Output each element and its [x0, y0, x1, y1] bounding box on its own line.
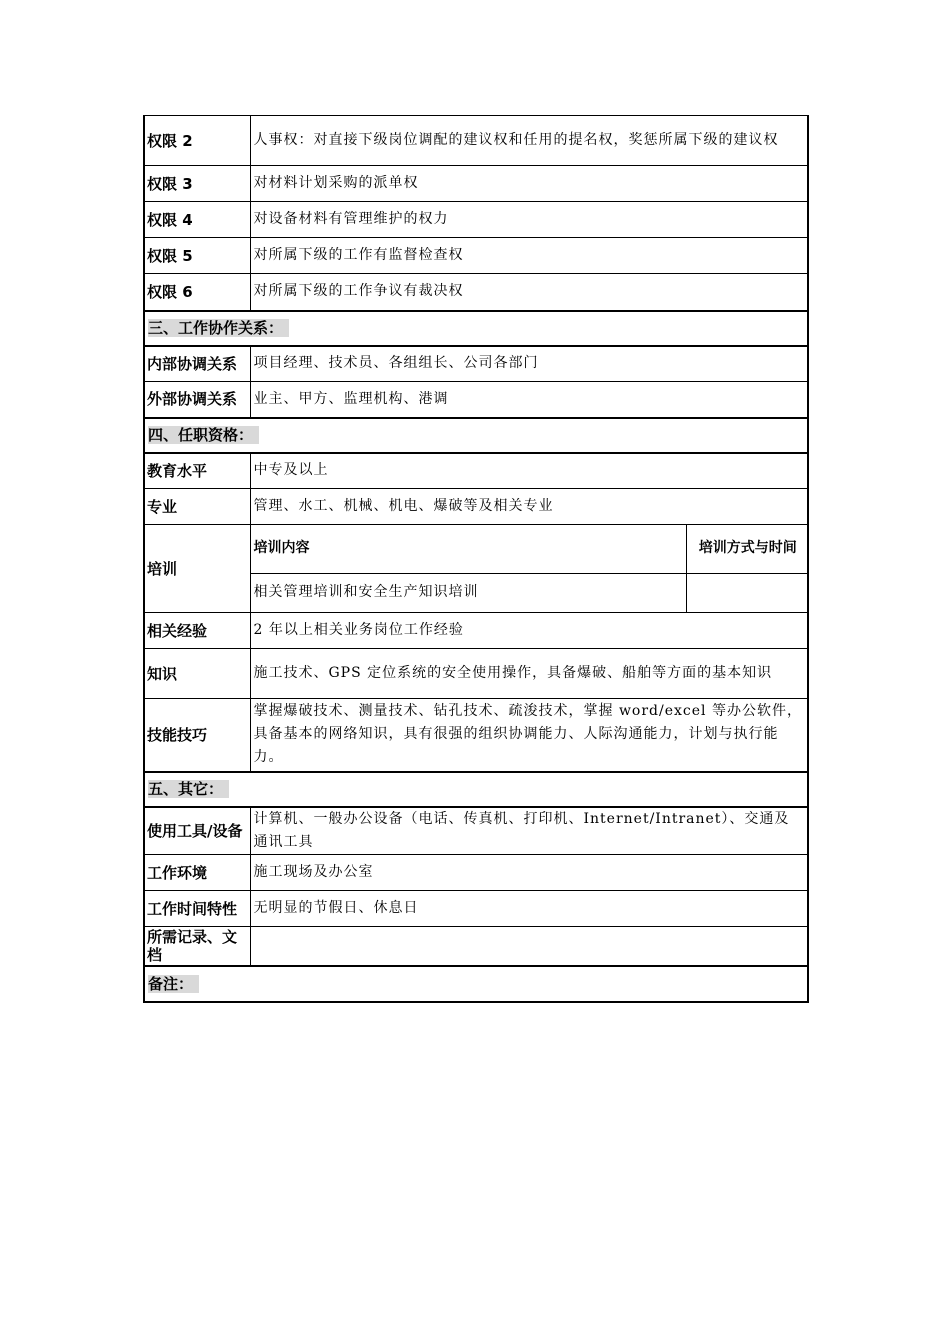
table-row: [144, 453, 808, 489]
table-row: [144, 699, 808, 772]
job-description-table: [143, 115, 809, 1003]
remarks-row: [144, 966, 808, 1002]
table-row: [144, 382, 808, 418]
section-title: 三、工作协作关系：: [148, 319, 289, 337]
row-label: 权限 6: [144, 274, 250, 311]
row-value: 业主、甲方、监理机构、港调: [250, 382, 808, 418]
row-label: 技能技巧: [144, 699, 250, 772]
training-content-header: 培训内容: [251, 525, 687, 573]
section-header-row: [144, 772, 808, 807]
table-row: [144, 927, 808, 966]
section-header-row: [144, 311, 808, 346]
row-label: 教育水平: [144, 453, 250, 489]
row-value: 施工技术、GPS 定位系统的安全使用操作，具备爆破、船舶等方面的基本知识: [250, 649, 808, 699]
row-label: 知识: [144, 649, 250, 699]
row-label: 使用工具/设备: [144, 807, 250, 855]
table-row: [144, 649, 808, 699]
row-label: 权限 4: [144, 202, 250, 238]
row-value: 施工现场及办公室: [250, 855, 808, 891]
training-subtable: [251, 525, 809, 612]
row-value: 无明显的节假日、休息日: [250, 891, 808, 927]
row-value: 人事权：对直接下级岗位调配的建议权和任用的提名权，奖惩所属下级的建议权: [250, 116, 808, 166]
row-label: 专业: [144, 489, 250, 525]
row-label: 所需记录、文档: [144, 927, 250, 966]
row-value: [250, 927, 808, 966]
row-label: 权限 5: [144, 238, 250, 274]
table-row: [144, 807, 808, 855]
table-row: [144, 238, 808, 274]
section-header-row: [144, 418, 808, 453]
row-value: 对材料计划采购的派单权: [250, 166, 808, 202]
row-value: 对所属下级的工作有监督检查权: [250, 238, 808, 274]
row-label: 培训: [144, 525, 250, 613]
row-label: 权限 2: [144, 116, 250, 166]
row-value: 2 年以上相关业务岗位工作经验: [250, 613, 808, 649]
row-label: 相关经验: [144, 613, 250, 649]
row-value: 管理、水工、机械、机电、爆破等及相关专业: [250, 489, 808, 525]
row-value: 中专及以上: [250, 453, 808, 489]
row-value: 计算机、一般办公设备（电话、传真机、打印机、Internet/Intranet）、交通及通讯工具: [250, 807, 808, 855]
table-row: [144, 525, 808, 613]
section-title: 五、其它：: [148, 780, 229, 798]
table-row: [144, 855, 808, 891]
table-row: [144, 116, 808, 166]
table-row: [144, 891, 808, 927]
row-value: 对设备材料有管理维护的权力: [250, 202, 808, 238]
table-row: [144, 489, 808, 525]
training-method-value: [687, 573, 809, 612]
row-value: 项目经理、技术员、各组组长、公司各部门: [250, 346, 808, 382]
table-row: [144, 613, 808, 649]
row-value: 掌握爆破技术、测量技术、钻孔技术、疏浚技术，掌握 word/excel 等办公软件，具备基本的网络知识，具有很强的组织协调能力、人际沟通能力，计划与执行能力。: [250, 699, 808, 772]
row-value: 对所属下级的工作争议有裁决权: [250, 274, 808, 311]
table-row: [144, 274, 808, 311]
training-content-value: 相关管理培训和安全生产知识培训: [251, 573, 687, 612]
training-subtable-cell: [250, 525, 808, 613]
row-label: 内部协调关系: [144, 346, 250, 382]
training-method-header: 培训方式与时间: [687, 525, 809, 573]
table-row: [144, 202, 808, 238]
section-title: 四、任职资格：: [148, 426, 259, 444]
remarks-title: 备注：: [148, 975, 199, 993]
table-row: [144, 346, 808, 382]
row-label: 权限 3: [144, 166, 250, 202]
table-row: [144, 166, 808, 202]
row-label: 工作时间特性: [144, 891, 250, 927]
row-label: 工作环境: [144, 855, 250, 891]
row-label: 外部协调关系: [144, 382, 250, 418]
